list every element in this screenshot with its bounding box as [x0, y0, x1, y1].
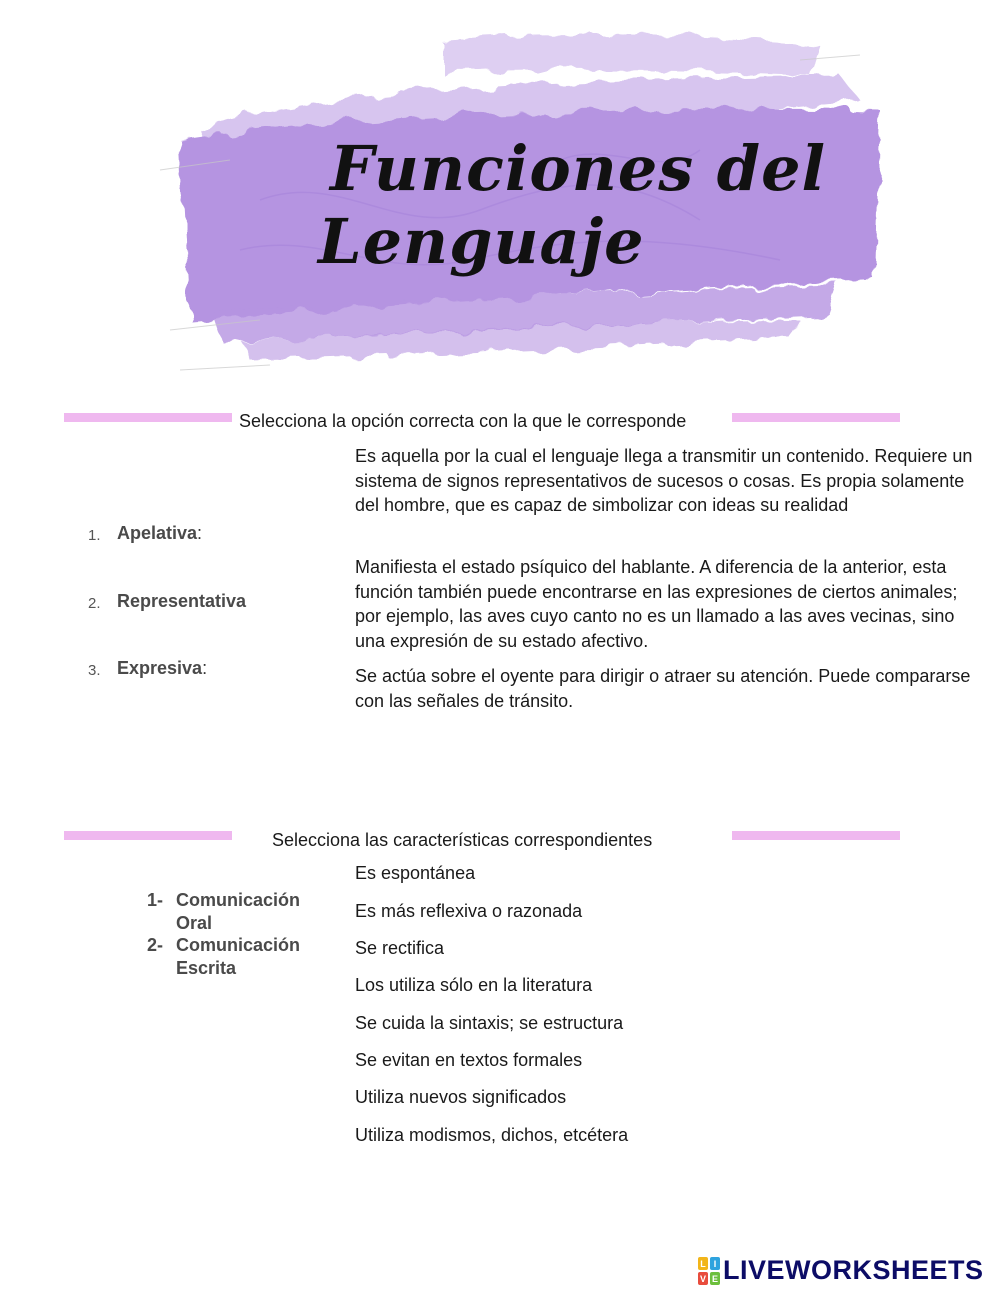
- term-representativa[interactable]: [117, 591, 246, 612]
- characteristic-item[interactable]: Utiliza nuevos significados: [355, 1087, 567, 1107]
- term-suffix: :: [197, 523, 203, 543]
- liveworksheets-logo-icon: [698, 1257, 720, 1285]
- title-line-1: Funciones del: [330, 132, 827, 205]
- characteristic-item[interactable]: Se rectifica: [355, 938, 445, 958]
- characteristic-item[interactable]: Se cuida la sintaxis; se estructura: [355, 1013, 624, 1033]
- logo-letter: V: [699, 1274, 707, 1284]
- logo-letter: E: [711, 1274, 719, 1284]
- option-line1: Comunicación: [176, 890, 301, 910]
- liveworksheets-logo-text: LIVEWORKSHEETS: [723, 1255, 984, 1285]
- term-label: Representativa: [117, 591, 247, 611]
- section2-title: Selecciona las características correspondientes: [272, 830, 653, 850]
- term-number: 1.: [88, 527, 101, 544]
- section1-title: Selecciona la opción correcta con la que le corresponde: [239, 411, 687, 431]
- title-line-2: Lenguaje: [318, 205, 645, 278]
- description-representativa[interactable]: Es aquella por la cual el lenguaje llega a transmitir un contenido. Requiere un sistema de signos representativos de sucesos o cosas. Es propia solamente del hombre, que es capaz de simbolizar con ideas su realidad: [355, 446, 973, 515]
- characteristic-item[interactable]: Se evitan en textos formales: [355, 1050, 583, 1070]
- option-number: 2-: [147, 935, 164, 955]
- characteristic-item[interactable]: Es espontánea: [355, 863, 476, 883]
- term-label: Apelativa: [117, 523, 198, 543]
- term-number: 2.: [88, 595, 101, 612]
- characteristic-item[interactable]: Es más reflexiva o razonada: [355, 901, 583, 921]
- characteristic-item[interactable]: Los utiliza sólo en la literatura: [355, 975, 593, 995]
- description-expresiva[interactable]: Manifiesta el estado psíquico del hablante. A diferencia de la anterior, esta función también puede encontrarse en las expresiones de ciertos animales; por ejemplo, las aves cuyo canto no es un llamado a las aves vecinas, sino una expresión de su estado afectivo.: [355, 557, 958, 651]
- option-number: 1-: [147, 890, 164, 910]
- logo-letter: I: [713, 1259, 717, 1269]
- term-expresiva[interactable]: [117, 658, 207, 679]
- accent-bar-right: [732, 413, 900, 422]
- option-line1: Comunicación: [176, 935, 301, 955]
- option-line2: Oral: [176, 913, 213, 933]
- accent-bar-left: [64, 831, 232, 840]
- option-line2: Escrita: [176, 958, 237, 978]
- term-suffix: :: [202, 658, 208, 678]
- term-apelativa[interactable]: [117, 523, 202, 544]
- term-label: Expresiva: [117, 658, 203, 678]
- accent-bar-left: [64, 413, 232, 422]
- logo-letter: L: [700, 1259, 706, 1269]
- option-comunicacion-oral: [147, 889, 300, 935]
- accent-bar-right: [732, 831, 900, 840]
- description-apelativa[interactable]: Se actúa sobre el oyente para dirigir o atraer su atención. Puede compararse con las señales de tránsito.: [355, 666, 971, 711]
- characteristic-item[interactable]: Utiliza modismos, dichos, etcétera: [355, 1125, 629, 1145]
- term-number: 3.: [88, 662, 101, 679]
- option-comunicacion-escrita: [147, 934, 300, 980]
